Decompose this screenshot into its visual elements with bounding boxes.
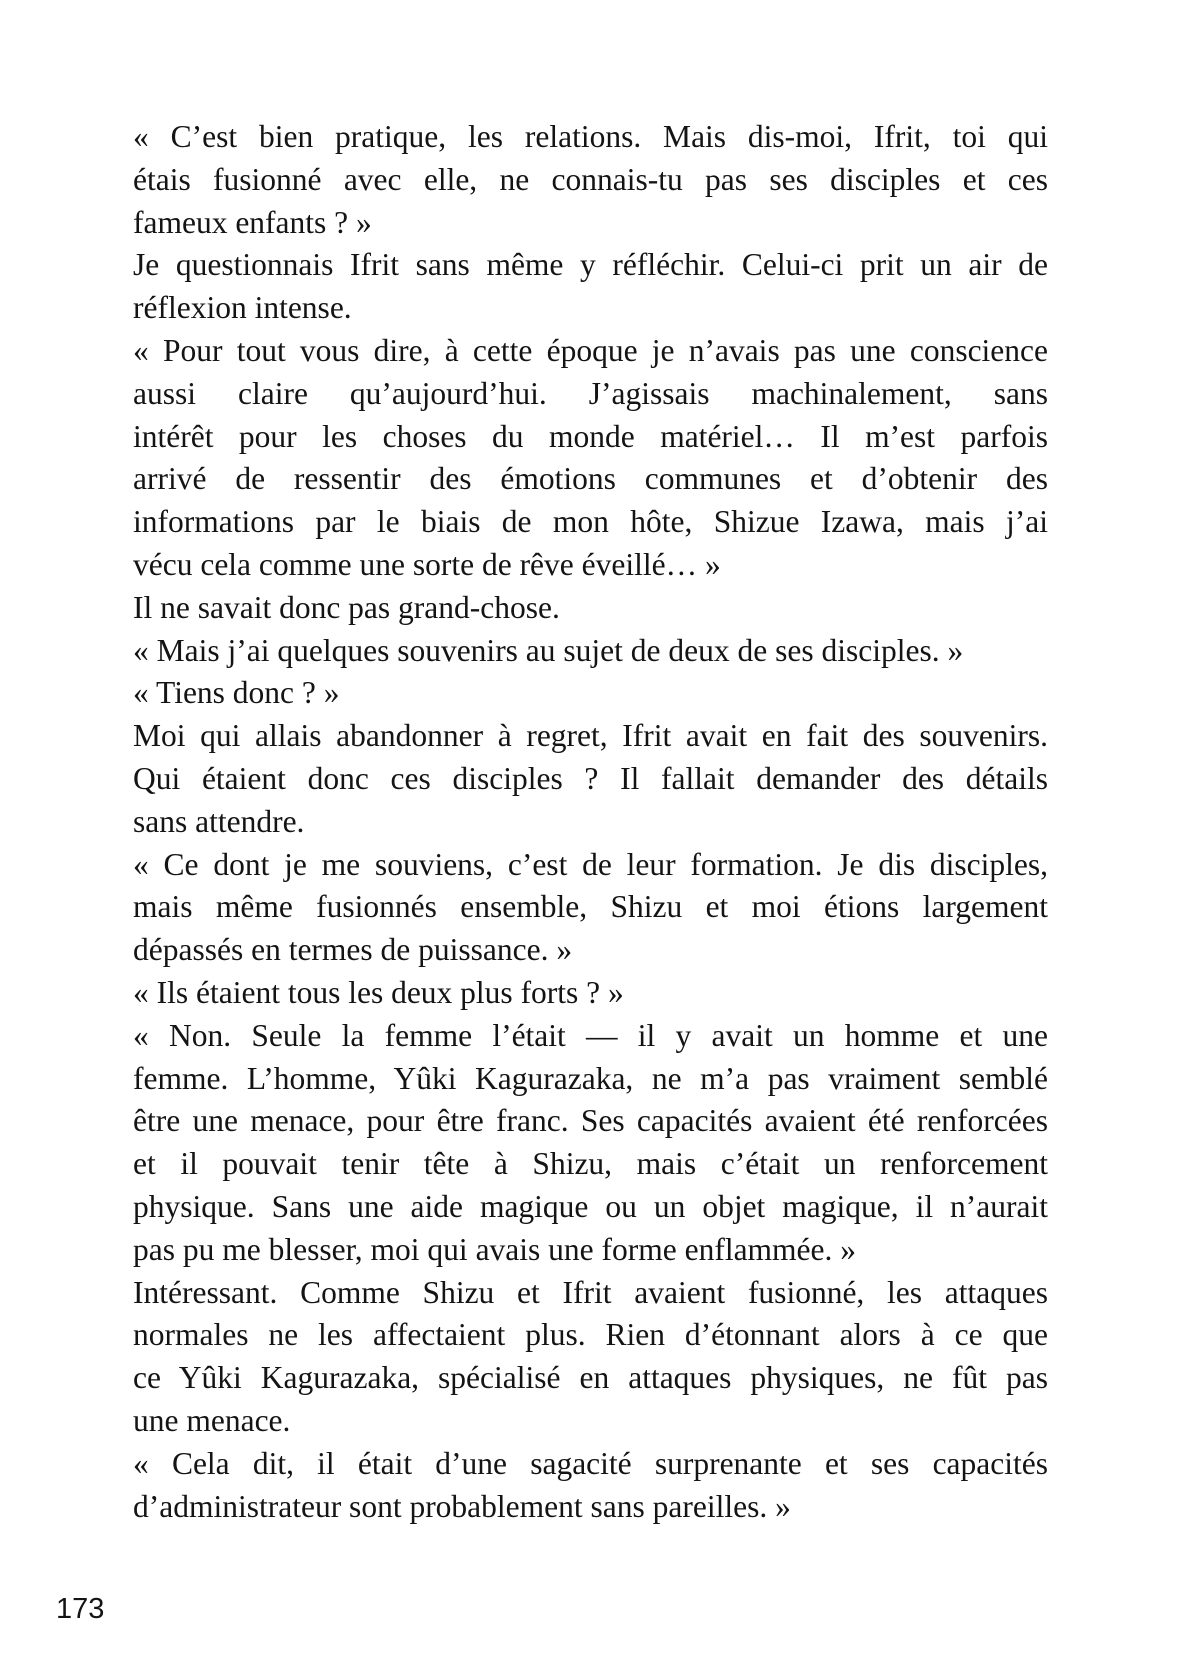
text-line: réflexion intense.	[133, 290, 352, 326]
paragraph	[133, 587, 1048, 630]
text-line: arrivé de ressentir des émotions communes et d’obtenir des	[133, 461, 1048, 497]
text-line: fameux enfants ? »	[133, 204, 372, 240]
paragraph	[133, 672, 1048, 715]
text-line: Moi qui allais abandonner à regret, Ifrit avait en fait des souvenirs.	[133, 718, 1048, 754]
paragraph	[133, 330, 1048, 587]
text-line: « Ce dont je me souviens, c’est de leur formation. Je dis disciples,	[133, 846, 1048, 882]
text-line: intérêt pour les choses du monde matériel… Il m’est parfois	[133, 418, 1048, 454]
text-line: « Pour tout vous dire, à cette époque je n’avais pas une conscience	[133, 332, 1048, 368]
paragraph	[133, 1443, 1048, 1529]
text-line: Il ne savait donc pas grand-chose.	[133, 589, 560, 625]
text-line: étais fusionné avec elle, ne connais-tu pas ses disciples et ces	[133, 161, 1048, 197]
paragraph	[133, 244, 1048, 330]
text-line: pas pu me blesser, moi qui avais une forme enflammée. »	[133, 1231, 857, 1267]
text-line: mais même fusionnés ensemble, Shizu et moi étions largement	[133, 889, 1048, 925]
paragraph	[133, 1015, 1048, 1272]
text-line: « Tiens donc ? »	[133, 675, 340, 711]
text-line: être une menace, pour être franc. Ses capacités avaient été renforcées	[133, 1103, 1048, 1139]
text-line: « Ils étaient tous les deux plus forts ? »	[133, 974, 624, 1010]
text-line: Intéressant. Comme Shizu et Ifrit avaient fusionné, les attaques	[133, 1274, 1048, 1310]
text-line: vécu cela comme une sorte de rêve éveillé… »	[133, 546, 721, 582]
text-line: Qui étaient donc ces disciples ? Il fallait demander des détails	[133, 760, 1048, 796]
text-line: « Non. Seule la femme l’était — il y avait un homme et une	[133, 1017, 1048, 1053]
paragraph	[133, 844, 1048, 972]
paragraph	[133, 116, 1048, 244]
page-number: 173	[56, 1593, 105, 1625]
text-line: Je questionnais Ifrit sans même y réfléchir. Celui-ci prit un air de	[133, 247, 1048, 283]
paragraph	[133, 630, 1048, 673]
paragraph	[133, 1272, 1048, 1443]
text-line: et il pouvait tenir tête à Shizu, mais c’était un renforcement	[133, 1146, 1048, 1182]
text-line: « Mais j’ai quelques souvenirs au sujet de deux de ses disciples. »	[133, 632, 964, 668]
text-line: « Cela dit, il était d’une sagacité surprenante et ses capacités	[133, 1445, 1048, 1481]
text-line: femme. L’homme, Yûki Kagurazaka, ne m’a pas vraiment semblé	[133, 1060, 1048, 1096]
text-line: « C’est bien pratique, les relations. Mais dis-moi, Ifrit, toi qui	[133, 119, 1048, 154]
text-line: une menace.	[133, 1402, 291, 1438]
text-line: normales ne les affectaient plus. Rien d’étonnant alors à ce que	[133, 1317, 1048, 1353]
body-text	[133, 116, 1048, 1528]
text-line: dépassés en termes de puissance. »	[133, 932, 573, 968]
text-line: aussi claire qu’aujourd’hui. J’agissais machinalement, sans	[133, 375, 1048, 411]
text-line: d’administrateur sont probablement sans pareilles. »	[133, 1488, 791, 1524]
text-line: ce Yûki Kagurazaka, spécialisé en attaques physiques, ne fût pas	[133, 1360, 1048, 1396]
paragraph	[133, 972, 1048, 1015]
text-line: sans attendre.	[133, 803, 305, 839]
paragraph	[133, 715, 1048, 843]
text-line: physique. Sans une aide magique ou un objet magique, il n’aurait	[133, 1188, 1048, 1224]
text-line: informations par le biais de mon hôte, Shizue Izawa, mais j’ai	[133, 504, 1048, 540]
